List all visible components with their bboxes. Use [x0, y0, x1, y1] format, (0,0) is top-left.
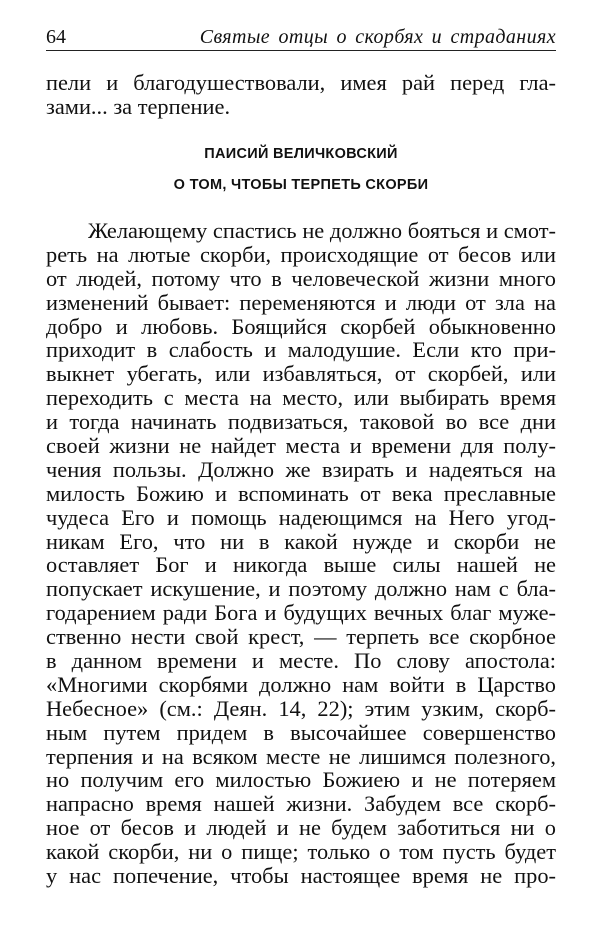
section-author: ПАИСИЙ ВЕЛИЧКОВСКИЙ: [204, 146, 398, 162]
text-line: напрасно время нашей жизни. Забудем все скорб-: [46, 791, 556, 817]
text-line: пели и благодушествовали, имея рай перед гла-: [46, 70, 556, 95]
text-line: изменений бывает: переменяются и люди от зла на: [46, 289, 556, 315]
section-title: О ТОМ, ЧТОБЫ ТЕРПЕТЬ СКОРБИ: [173, 177, 429, 193]
text-line: попускает искушение, и поэтому должно нам с бла-: [46, 576, 556, 602]
text-line: добро и любовь. Боящийся скорбей обыкновенно: [46, 313, 556, 339]
text-line: выкнет убегать, или избавляться, от скорбей, или: [46, 361, 556, 387]
text-line: переходить с места на место, или выбирать время: [46, 385, 556, 411]
text-line: милость Божию и вспоминать от века преславные: [46, 480, 556, 506]
text-line: никам Его, что ни в какой нужде и скорби не: [46, 528, 556, 554]
text-line: ным путем придем в высочайшее совершенство: [46, 719, 556, 745]
text-line: Небесное» (см.: Деян. 14, 22); этим узким, скорб-: [46, 695, 556, 721]
text-line: ное от бесов и людей и не будем заботиться ни о: [46, 815, 556, 841]
text-line: ственно нести свой крест, — терпеть все скорбное: [46, 624, 556, 650]
text-line: реть на лютые скорби, происходящие от бесов или: [46, 241, 556, 267]
text-line: но получим его милостью Божиею и не потеряем: [46, 767, 556, 793]
text-line: чения пользы. Должно же взирать и надеяться на: [46, 456, 556, 482]
running-title: Святые отцы о скорбях и страданиях: [199, 26, 556, 48]
text-line: «Многими скорбями должно нам войти в Царство: [46, 671, 556, 697]
text-line: какой скорби, ни о пище; только о том пусть будет: [46, 839, 556, 865]
text-line: от людей, потому что в человеческой жизни много: [46, 265, 556, 291]
text-line: приходит в слабость и малодушие. Если кто при-: [46, 337, 556, 363]
text-line: своей жизни не найдет места и времени для полу-: [46, 433, 556, 459]
running-head: [46, 25, 556, 49]
text-line: и тогда начинать подвизаться, таковой во все дни: [46, 409, 556, 435]
text-line: у нас попечение, чтобы настоящее время не про-: [46, 863, 556, 889]
text-line: в данном времени и месте. По слову апостола:: [46, 648, 556, 674]
text-line: чудеса Его и помощь надеющимся на Него угод-: [46, 504, 556, 530]
text-line: Желающему спастись не должно бояться и смот-: [88, 218, 556, 243]
header-rule: [46, 50, 556, 51]
text-line: годарением ради Бога и будущих вечных благ муже-: [46, 600, 556, 626]
text-line: оставляет Бог и никогда выше силы нашей не: [46, 552, 556, 578]
page-number: 64: [46, 26, 66, 48]
continuation-text: [46, 71, 556, 119]
text-line: терпения и на всяком месте не лишимся полезного,: [46, 743, 556, 769]
paragraph: [46, 219, 556, 888]
text-line: зами... за терпение.: [46, 93, 231, 119]
